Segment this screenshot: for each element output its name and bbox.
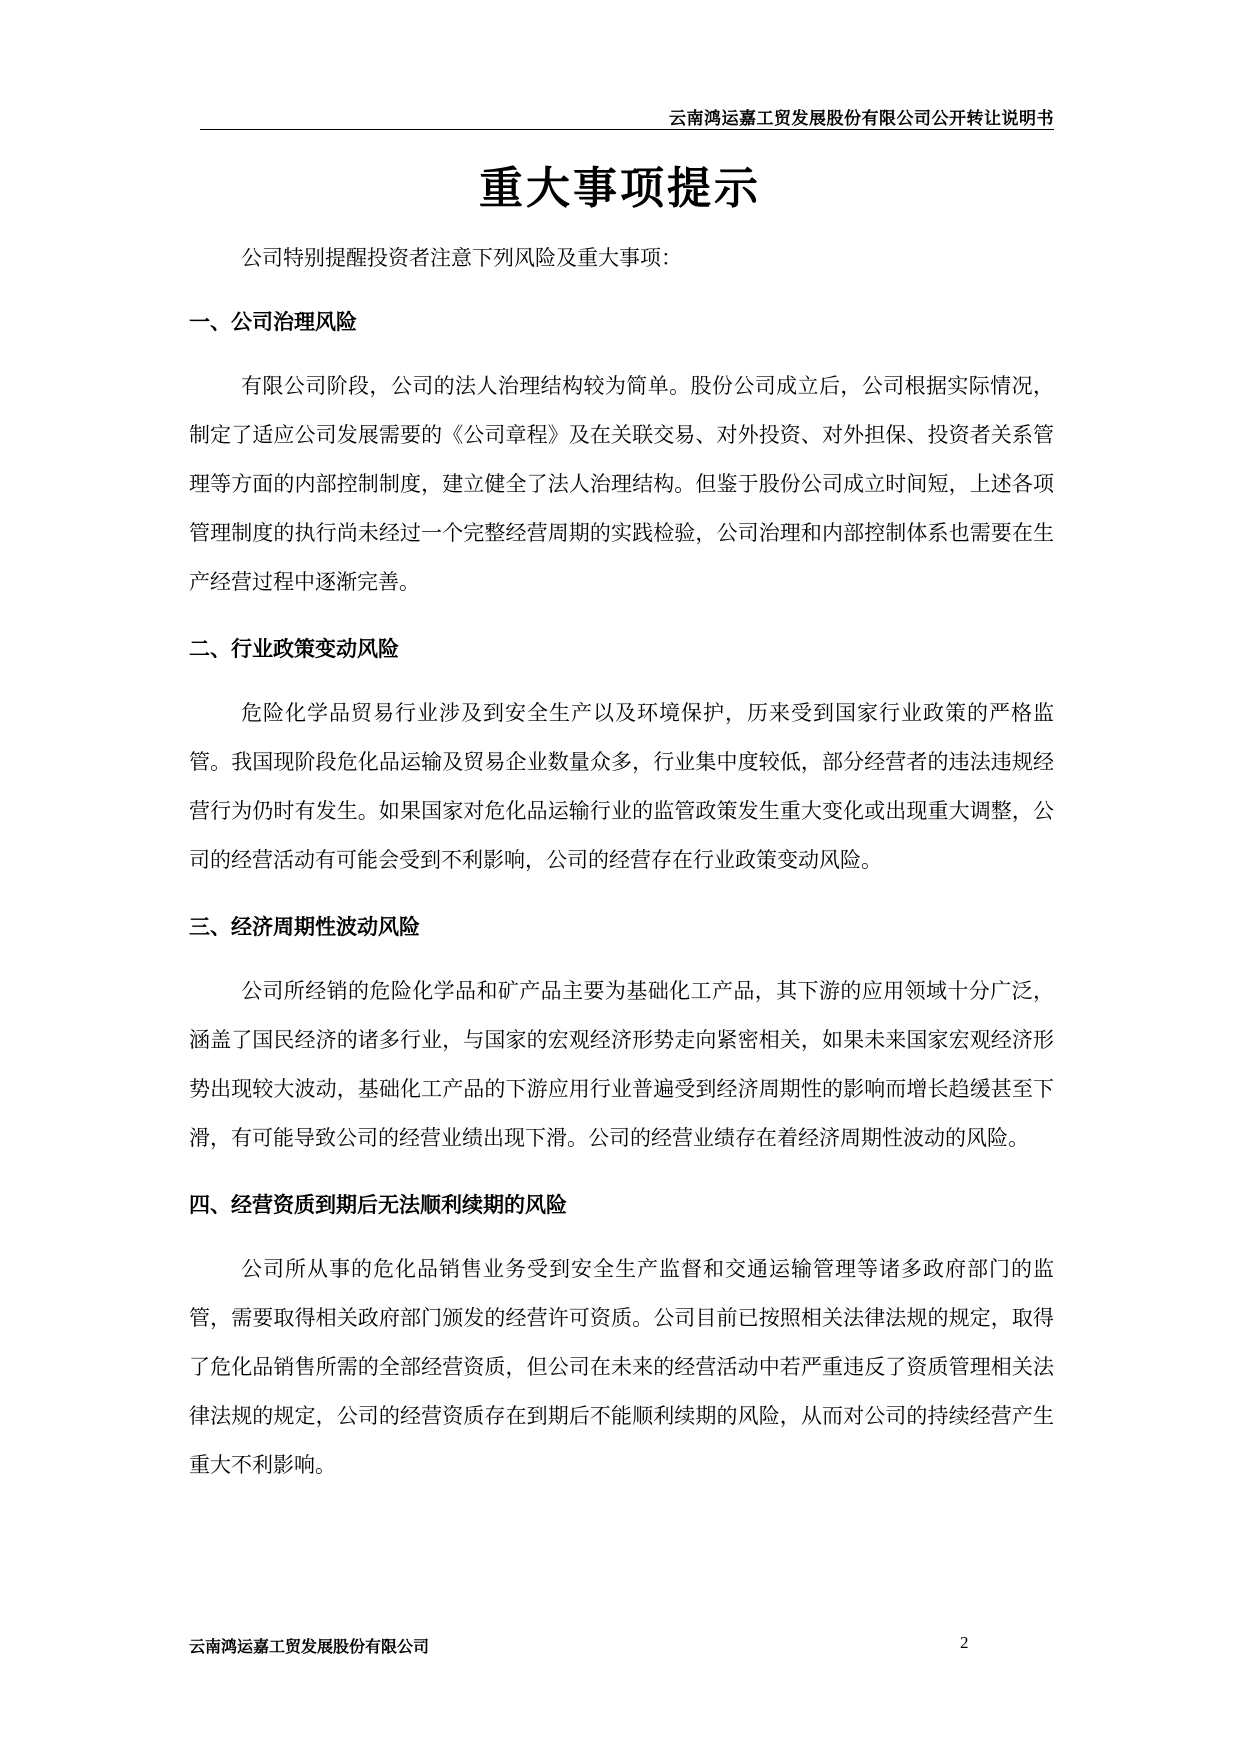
section-body-economic-cycle: 公司所经销的危险化学品和矿产品主要为基础化工产品，其下游的应用领域十分广泛，涵盖了国民经济的诸多行业，与国家的宏观经济形势走向紧密相关，如果未来国家宏观经济形势出现较大波动，基础化工产品的下游应用行业普遍受到经济周期性的影响而增长趋缓甚至下滑，有可能导致公司的经营业绩出现下滑。公司的经营业绩存在着经济周期性波动的风险。	[189, 979, 1054, 1150]
section-body-qualification: 公司所从事的危化品销售业务受到安全生产监督和交通运输管理等诸多政府部门的监管，需要取得相关政府部门颁发的经营许可资质。公司目前已按照相关法律法规的规定，取得了危化品销售所需的全部经营资质，但公司在未来的经营活动中若严重违反了资质管理相关法律法规的规定，公司的经营资质存在到期后不能顺利续期的风险，从而对公司的持续经营产生重大不利影响。	[189, 1257, 1054, 1477]
page-number: 2	[960, 1633, 969, 1652]
section-body-policy: 危险化学品贸易行业涉及到安全生产以及环境保护，历来受到国家行业政策的严格监管。我国现阶段危化品运输及贸易企业数量众多，行业集中度较低，部分经营者的违法违规经营行为仍时有发生。如果国家对危化品运输行业的监管政策发生重大变化或出现重大调整，公司的经营活动有可能会受到不利影响，公司的经营存在行业政策变动风险。	[189, 701, 1054, 872]
section-body-governance: 有限公司阶段，公司的法人治理结构较为简单。股份公司成立后，公司根据实际情况，制定了适应公司发展需要的《公司章程》及在关联交易、对外投资、对外担保、投资者关系管理等方面的内部控制制度，建立健全了法人治理结构。但鉴于股份公司成立时间短，上述各项管理制度的执行尚未经过一个完整经营周期的实践检验，公司治理和内部控制体系也需要在生产经营过程中逐渐完善。	[189, 374, 1054, 594]
intro-paragraph: 公司特别提醒投资者注意下列风险及重大事项：	[241, 246, 682, 270]
section-heading-economic-cycle: 三、经济周期性波动风险	[189, 915, 420, 939]
page-title: 重大事项提示	[479, 163, 761, 214]
header-divider	[200, 129, 1054, 130]
running-header: 云南鸿运嘉工贸发展股份有限公司公开转让说明书	[669, 109, 1054, 129]
footer-company-name: 云南鸿运嘉工贸发展股份有限公司	[189, 1637, 430, 1656]
section-heading-policy: 二、行业政策变动风险	[189, 637, 399, 661]
section-heading-governance: 一、公司治理风险	[189, 310, 357, 334]
document-body	[189, 238, 1054, 1512]
section-heading-qualification: 四、经营资质到期后无法顺利续期的风险	[189, 1193, 567, 1217]
